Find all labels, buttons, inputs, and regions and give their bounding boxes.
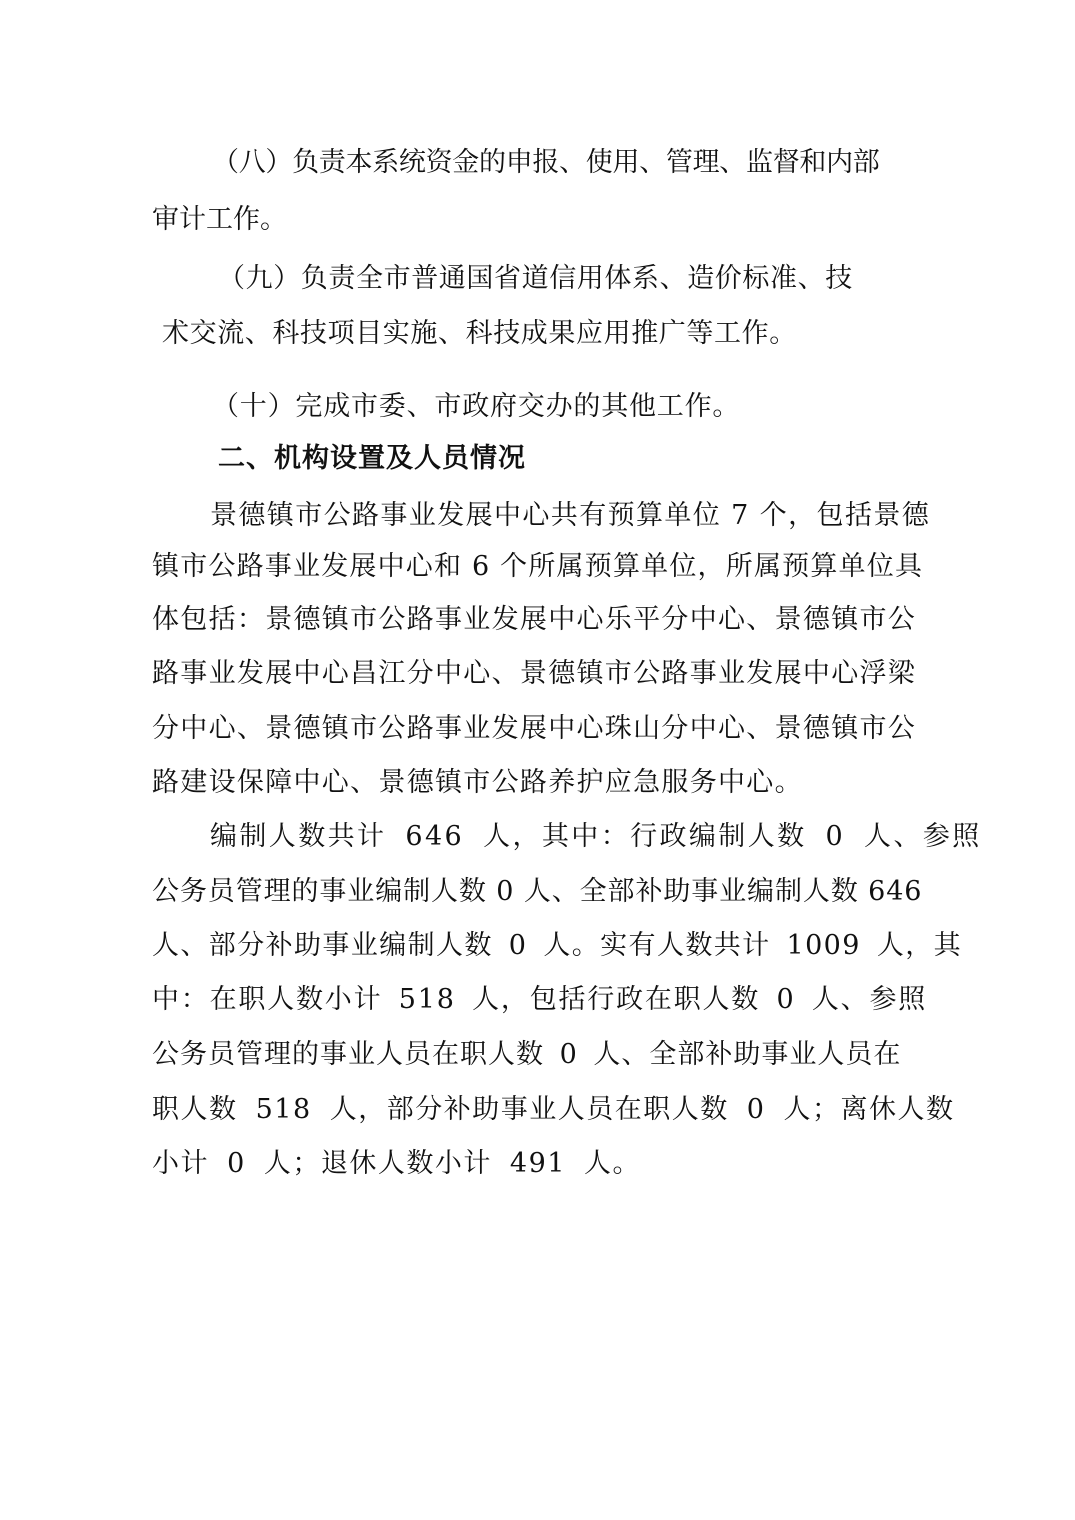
para-units-line-5: 分中心、景德镇市公路事业发展中心珠山分中心、景德镇市公 <box>152 713 917 744</box>
para-staff-line-4: 中：在职人数小计 518 人，包括行政在职人数 0 人、参照 <box>152 984 928 1015</box>
para-units-line-1: 景德镇市公路事业发展中心共有预算单位 7 个，包括景德 <box>210 500 931 531</box>
item8-line-1: （八）负责本系统资金的申报、使用、管理、监督和内部 <box>212 147 880 178</box>
para-staff-line-3: 人、部分补助事业编制人数 0 人。实有人数共计 1009 人，其 <box>152 930 963 961</box>
para-units-line-6: 路建设保障中心、景德镇市公路养护应急服务中心。 <box>152 767 803 798</box>
para-units-line-3: 体包括：景德镇市公路事业发展中心乐平分中心、景德镇市公 <box>152 604 917 635</box>
item9-line-2: 术交流、科技项目实施、科技成果应用推广等工作。 <box>162 318 797 349</box>
para-staff-line-2: 公务员管理的事业编制人数 0 人、全部补助事业编制人数 646 <box>152 876 923 907</box>
section-heading: 二、机构设置及人员情况 <box>218 443 526 474</box>
para-staff-line-1: 编制人数共计 646 人，其中：行政编制人数 0 人、参照 <box>210 821 982 852</box>
item8-line-2: 审计工作。 <box>152 204 287 235</box>
para-staff-line-6: 职人数 518 人，部分补助事业人员在职人数 0 人；离休人数 <box>152 1094 955 1125</box>
item9-line-1: （九）负责全市普通国省道信用体系、造价标准、技 <box>218 263 853 294</box>
para-units-line-2: 镇市公路事业发展中心和 6 个所属预算单位，所属预算单位具 <box>152 551 924 582</box>
para-staff-line-5: 公务员管理的事业人员在职人数 0 人、全部补助事业人员在 <box>152 1039 902 1070</box>
para-staff-line-7: 小计 0 人；退休人数小计 491 人。 <box>152 1148 642 1179</box>
item10-line-1: （十）完成市委、市政府交办的其他工作。 <box>212 391 741 422</box>
para-units-line-4: 路事业发展中心昌江分中心、景德镇市公路事业发展中心浮梁 <box>152 658 917 689</box>
